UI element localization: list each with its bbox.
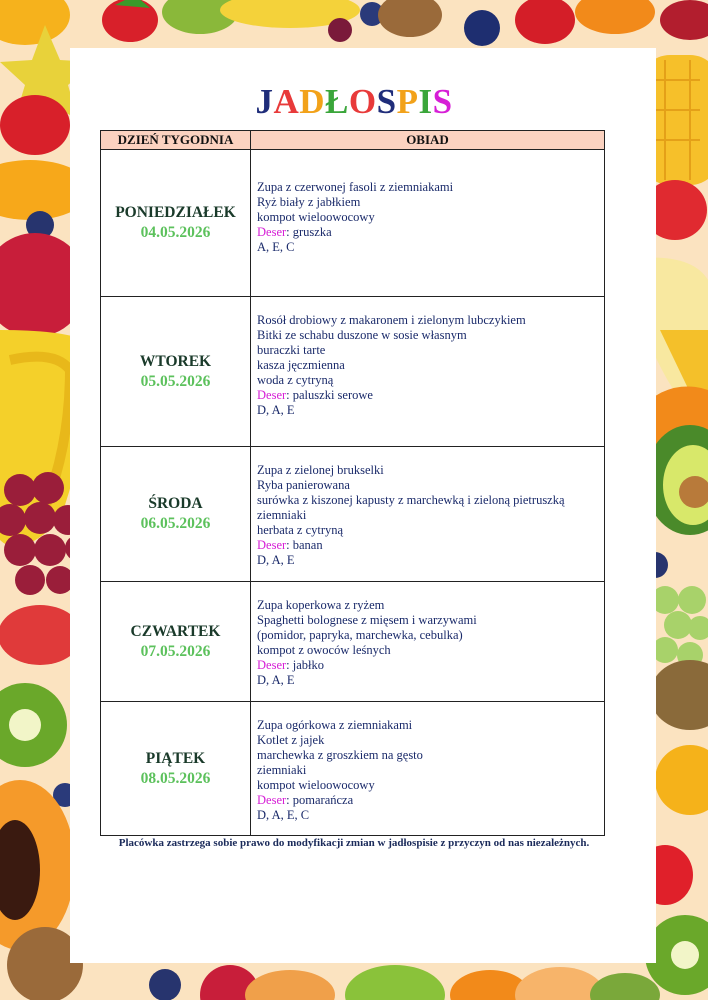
meal-line: (pomidor, papryka, marchewka, cebulka) bbox=[257, 628, 463, 642]
meal-cell bbox=[251, 702, 605, 836]
peach-icon bbox=[245, 970, 335, 1000]
table-row bbox=[101, 150, 605, 297]
meal-line: buraczki tarte bbox=[257, 343, 326, 357]
day-name: CZWARTEK bbox=[130, 622, 221, 640]
meal-line: herbata z cytryną bbox=[257, 523, 344, 537]
table-header-row bbox=[101, 131, 605, 150]
grape-icon bbox=[651, 586, 708, 668]
meal-line: Ryż biały z jabłkiem bbox=[257, 195, 361, 209]
day-date: 06.05.2026 bbox=[140, 515, 211, 532]
dessert-value: : gruszka bbox=[286, 225, 332, 239]
meal-line: Ryba panierowana bbox=[257, 478, 350, 492]
day-name: ŚRODA bbox=[148, 495, 203, 512]
meal-line: kasza jęczmienna bbox=[257, 358, 345, 372]
meal-line: kompot wieloowocowy bbox=[257, 778, 375, 792]
meal-line: kompot wieloowocowy bbox=[257, 210, 375, 224]
apple-icon bbox=[345, 965, 445, 1000]
title-letter: J bbox=[255, 82, 274, 121]
kiwi-icon bbox=[378, 0, 442, 37]
meal-line: Zupa koperkowa z ryżem bbox=[257, 598, 385, 612]
header-day: DZIEŃ TYGODNIA bbox=[101, 131, 251, 150]
dessert-label: Deser bbox=[257, 793, 287, 807]
meal-cell bbox=[251, 297, 605, 447]
dessert-line bbox=[257, 793, 604, 808]
table-row bbox=[101, 582, 605, 702]
title-letter: I bbox=[418, 82, 433, 121]
grape-icon bbox=[660, 0, 708, 40]
meal-line: Rosół drobiowy z makaronem i zielonym lubczykiem bbox=[257, 313, 526, 327]
day-date: 08.05.2026 bbox=[140, 769, 211, 787]
title-letter: D bbox=[299, 82, 325, 121]
dessert-line bbox=[257, 658, 604, 673]
meal-line: marchewka z groszkiem na gęsto bbox=[257, 748, 423, 762]
dessert-value: : banan bbox=[286, 538, 323, 552]
title-letter: A bbox=[273, 82, 300, 121]
strawberry-icon bbox=[102, 0, 158, 42]
table-row bbox=[101, 447, 605, 582]
day-date: 05.05.2026 bbox=[140, 372, 211, 390]
menu-table bbox=[100, 130, 605, 836]
day-cell bbox=[101, 447, 251, 582]
title-letter: Ł bbox=[325, 82, 349, 121]
allergens: D, A, E, C bbox=[257, 808, 310, 822]
meal-line: Kotlet z jajek bbox=[257, 733, 325, 747]
meal-cell bbox=[251, 582, 605, 702]
meal-line: Zupa ogórkowa z ziemniakami bbox=[257, 718, 413, 732]
dessert-value: : jabłko bbox=[286, 658, 324, 672]
meal-line: surówka z kiszonej kapusty z marchewką i zieloną pietruszką bbox=[257, 493, 565, 507]
table-row bbox=[101, 702, 605, 836]
day-name: WTOREK bbox=[139, 352, 212, 370]
dessert-label: Deser bbox=[257, 388, 287, 402]
allergens: A, E, C bbox=[257, 240, 295, 254]
meal-line: Spaghetti bolognese z mięsem i warzywami bbox=[257, 613, 477, 627]
table-row bbox=[101, 297, 605, 447]
title-letter: P bbox=[396, 82, 419, 121]
day-cell bbox=[101, 150, 251, 297]
dessert-line bbox=[257, 225, 604, 240]
title-letter: S bbox=[376, 82, 397, 121]
dessert-label: Deser bbox=[257, 658, 287, 672]
kiwi-icon bbox=[650, 660, 708, 730]
day-date: 04.05.2026 bbox=[140, 224, 211, 241]
meal-line: ziemniaki bbox=[257, 508, 307, 522]
meal-line: Bitki ze schabu duszone w sosie własnym bbox=[257, 328, 467, 342]
dessert-label: Deser bbox=[257, 225, 287, 239]
kiwi-icon bbox=[590, 973, 660, 1000]
meal-line: Zupa z czerwonej fasoli z ziemniakami bbox=[257, 180, 454, 194]
dessert-line bbox=[257, 538, 604, 553]
dessert-label: Deser bbox=[257, 538, 287, 552]
allergens: D, A, E bbox=[257, 673, 295, 687]
blueberry-icon bbox=[464, 10, 500, 46]
day-cell bbox=[101, 297, 251, 447]
day-cell bbox=[101, 582, 251, 702]
day-cell bbox=[101, 702, 251, 836]
page-title bbox=[0, 82, 708, 122]
meal-line: kompot z owoców leśnych bbox=[257, 643, 391, 657]
footnote: Placówka zastrzega sobie prawo do modyfikacji zmian w jadłospisie z przyczyn od nas niezależnych. bbox=[118, 837, 590, 849]
dessert-line bbox=[257, 388, 604, 403]
header-meal: OBIAD bbox=[251, 131, 605, 150]
dessert-value: : paluszki serowe bbox=[286, 388, 373, 402]
dessert-value: : pomarańcza bbox=[286, 793, 354, 807]
day-name: PIĄTEK bbox=[145, 749, 206, 767]
strawberry-icon bbox=[515, 0, 575, 44]
meal-cell bbox=[251, 150, 605, 297]
title-letter: S bbox=[432, 82, 453, 121]
blueberry-icon bbox=[149, 969, 181, 1000]
title-letter: O bbox=[348, 82, 377, 121]
grape-icon bbox=[328, 18, 352, 42]
meal-line: Zupa z zielonej brukselki bbox=[257, 463, 384, 477]
mango-icon bbox=[0, 0, 70, 45]
meal-line: woda z cytryną bbox=[257, 373, 334, 387]
day-date: 07.05.2026 bbox=[140, 642, 211, 660]
meal-cell bbox=[251, 447, 605, 582]
day-name: PONIEDZIAŁEK bbox=[115, 204, 236, 221]
orange-icon bbox=[575, 0, 655, 34]
allergens: D, A, E bbox=[257, 403, 295, 417]
allergens: D, A, E bbox=[257, 553, 295, 567]
orange-icon bbox=[655, 745, 708, 815]
meal-line: ziemniaki bbox=[257, 763, 307, 777]
